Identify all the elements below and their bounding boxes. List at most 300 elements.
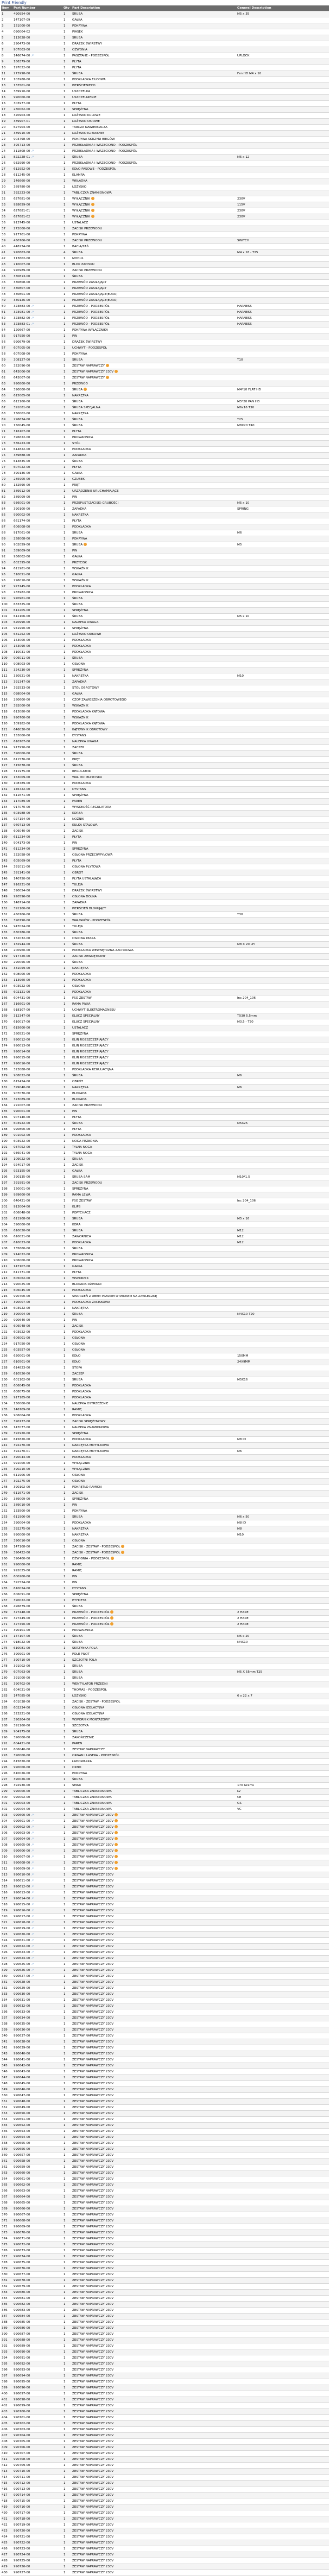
replacement-arrow-icon[interactable]: ↗ [31,1831,34,1835]
part-number-text[interactable]: 272000-00 [14,227,30,230]
part-number-cell[interactable] [13,1473,63,1479]
part-number-text[interactable]: 315678-00 [14,764,30,767]
part-number-cell[interactable] [13,333,63,339]
part-number-cell[interactable] [13,1383,63,1389]
part-number-text[interactable]: 990669-00 [14,2225,30,2228]
part-number-cell[interactable] [13,888,63,894]
part-number-text[interactable]: 390400-00 [14,1557,30,1560]
part-number-text[interactable]: 990600-00 [14,1814,30,1817]
part-number-text[interactable]: 152032-00 [14,937,30,940]
part-number-cell[interactable] [13,1675,63,1681]
part-number-cell[interactable] [13,1902,63,1908]
info-note-icon[interactable] [115,1837,118,1840]
part-number-text[interactable]: 182944-00 [14,943,30,946]
part-number-cell[interactable] [13,172,63,178]
part-number-text[interactable]: 448234-00 [14,245,30,248]
part-number-text[interactable]: 133500-00 [14,1509,30,1513]
part-number-text[interactable]: 990691-00 [14,2356,30,2360]
part-number-text[interactable]: 610707-00 [14,740,30,743]
part-number-text[interactable]: 146709-00 [14,1408,30,1411]
part-number-text[interactable]: 390135-00 [14,1175,30,1179]
part-number-cell[interactable] [13,667,63,673]
part-number-text[interactable]: 607005-00 [14,346,30,350]
part-number-text[interactable]: 150045-00 [14,424,30,427]
part-number-text[interactable]: 990672-00 [14,2243,30,2246]
part-number-text[interactable]: 607022-00 [14,466,30,469]
part-number-cell[interactable] [13,23,63,29]
part-number-cell[interactable] [13,2510,63,2516]
part-number-cell[interactable] [13,602,63,608]
part-number-cell[interactable] [13,912,63,918]
part-number-text[interactable]: 450706-00 [14,913,30,916]
part-number-cell[interactable] [13,2027,63,2033]
replacement-arrow-icon[interactable]: ↗ [31,1962,34,1966]
replacement-arrow-icon[interactable]: ↗ [31,1849,34,1853]
part-number-cell[interactable] [13,1795,63,1801]
part-number-cell[interactable] [13,83,63,89]
part-number-cell[interactable] [13,2153,63,2159]
part-number-text[interactable]: 990689-00 [14,2344,30,2348]
part-number-text[interactable]: 630786-00 [14,931,30,934]
part-number-cell[interactable] [13,1073,63,1079]
part-number-cell[interactable] [13,823,63,828]
part-number-text[interactable]: 990653-00 [14,2130,30,2133]
part-number-text[interactable]: 605069-00 [14,859,30,863]
part-number-cell[interactable] [13,226,63,232]
part-number-text[interactable]: 390000-00 [14,1223,30,1226]
part-number-text[interactable]: 990706-00 [14,2446,30,2449]
part-number-text[interactable]: 990638-00 [14,2040,30,2044]
replacement-arrow-icon[interactable]: ↗ [31,149,34,153]
part-number-text[interactable]: 904173-00 [14,841,30,845]
part-number-text[interactable]: 917701-00 [14,233,30,236]
part-number-cell[interactable] [13,1485,63,1491]
part-number-cell[interactable] [13,1270,63,1276]
part-number-text[interactable]: 600200-00 [14,1575,30,1578]
part-number-cell[interactable] [13,608,63,614]
part-number-text[interactable]: 990719-00 [14,2523,30,2527]
part-number-cell[interactable] [13,393,63,399]
part-number-cell[interactable] [13,357,63,363]
part-number-text[interactable]: 990671-00 [14,2237,30,2240]
part-number-cell[interactable] [13,2045,63,2051]
part-number-cell[interactable] [13,506,63,512]
part-number-cell[interactable] [13,2099,63,2105]
part-number-text[interactable]: 391081-00 [14,406,30,409]
part-number-text[interactable]: 389780-00 [14,185,30,189]
part-number-text[interactable]: 990655-00 [14,2142,30,2145]
part-number-text[interactable]: 990722-00 [14,2541,30,2545]
part-number-text[interactable]: 389009-00 [14,496,30,499]
part-number-text[interactable]: 322096-00 [14,364,30,368]
part-number-text[interactable]: 990711-00 [14,2476,30,2479]
part-number-cell[interactable] [13,1157,63,1162]
part-number-text[interactable]: 990657-00 [14,2154,30,2157]
part-number-text[interactable]: 390004-00 [14,1521,30,1525]
part-number-text[interactable]: 611234-00 [14,847,30,851]
part-number-cell[interactable] [13,703,63,709]
part-number-cell[interactable] [13,214,63,220]
part-number-text[interactable]: 390000-00 [14,1736,30,1739]
part-number-text[interactable]: 990625-00 [14,1963,30,1966]
part-number-text[interactable]: 990677-00 [14,2273,30,2276]
part-number-cell[interactable] [13,1186,63,1192]
part-number-cell[interactable] [13,1807,63,1813]
part-number-cell[interactable] [13,2534,63,2540]
part-number-text[interactable]: 103988-00 [14,78,30,81]
part-number-text[interactable]: 920961-00 [14,597,30,600]
part-number-text[interactable]: 147085-00 [14,1694,30,1698]
part-number-text[interactable]: 310051-00 [14,573,30,576]
part-number-cell[interactable] [13,2218,63,2224]
part-number-text[interactable]: 280600-00 [14,698,30,702]
part-number-text[interactable]: 990627-00 [14,1975,30,1978]
part-number-cell[interactable] [13,262,63,268]
part-number-cell[interactable] [13,322,63,327]
part-number-cell[interactable] [13,2069,63,2075]
part-number-cell[interactable] [13,751,63,757]
part-number-cell[interactable] [13,1777,63,1783]
part-number-text[interactable]: 990709-00 [14,2464,30,2467]
part-number-text[interactable]: 392930-00 [14,1784,30,1787]
part-number-cell[interactable] [13,948,63,954]
part-number-cell[interactable] [13,2326,63,2331]
part-number-text[interactable]: 390204-00 [14,1718,30,1721]
part-number-text[interactable]: 147077-00 [14,1426,30,1429]
part-number-cell[interactable] [13,339,63,345]
part-number-cell[interactable] [13,1407,63,1413]
part-number-text[interactable]: 323981-00 [14,311,30,314]
part-number-cell[interactable] [13,1055,63,1061]
part-number-cell[interactable] [13,2552,63,2558]
part-number-text[interactable]: 391002-00 [14,1665,30,1668]
part-number-text[interactable]: 390007-00 [14,1301,30,1304]
part-number-text[interactable]: 610020-00 [14,1229,30,1232]
part-number-text[interactable]: 613080-00 [14,710,30,714]
part-number-cell[interactable] [13,2308,63,2314]
part-number-text[interactable]: 990710-00 [14,2470,30,2473]
part-number-cell[interactable] [13,2212,63,2218]
part-number-text[interactable]: 990649-00 [14,2106,30,2109]
part-number-text[interactable]: 612952-00 [14,168,30,171]
part-number-text[interactable]: 914022-00 [14,1253,30,1256]
part-number-cell[interactable] [13,1318,63,1324]
part-number-cell[interactable] [13,423,63,429]
part-number-text[interactable]: 990716-00 [14,2506,30,2509]
replacement-arrow-icon[interactable]: ↗ [31,1903,34,1906]
part-number-text[interactable]: 200960-00 [14,949,30,952]
part-number-text[interactable]: 631252-00 [14,633,30,636]
part-number-cell[interactable] [13,1306,63,1312]
part-number-cell[interactable] [13,2057,63,2063]
part-number-text[interactable]: 990614-00 [14,1897,30,1900]
part-number-cell[interactable] [13,417,63,423]
part-number-cell[interactable] [13,119,63,125]
part-number-text[interactable]: 990645-00 [14,2082,30,2085]
part-number-text[interactable]: 990000-00 [14,1766,30,1769]
info-note-icon[interactable] [111,1557,114,1560]
part-number-text[interactable]: 392275-00 [14,1527,30,1531]
part-number-cell[interactable] [13,1592,63,1598]
part-number-cell[interactable] [13,1866,63,1872]
part-number-text[interactable]: 917950-00 [14,746,30,749]
part-number-cell[interactable] [13,1878,63,1884]
part-number-cell[interactable] [13,327,63,333]
part-number-text[interactable]: 197022-00 [14,66,30,69]
part-number-cell[interactable] [13,954,63,960]
part-number-cell[interactable] [13,1168,63,1174]
part-number-text[interactable]: 608000-00 [14,973,30,976]
part-number-cell[interactable] [13,1324,63,1329]
part-number-text[interactable]: 633325-00 [14,603,30,606]
part-number-cell[interactable] [13,1234,63,1240]
part-number-cell[interactable] [13,11,63,17]
part-number-text[interactable]: 151000-00 [14,24,30,28]
part-number-cell[interactable] [13,375,63,381]
part-number-cell[interactable] [13,2087,63,2093]
part-number-cell[interactable] [13,775,63,781]
part-number-text[interactable]: 908022-00 [14,1074,30,1077]
part-number-cell[interactable] [13,160,63,166]
part-number-cell[interactable] [13,2314,63,2320]
part-number-cell[interactable] [13,77,63,83]
info-note-icon[interactable] [106,364,109,367]
part-number-text[interactable]: 990679-00 [14,341,30,344]
part-number-cell[interactable] [13,852,63,858]
part-number-text[interactable]: 330801-00 [14,293,30,296]
part-number-cell[interactable] [13,1538,63,1544]
part-number-cell[interactable] [13,2439,63,2445]
part-number-cell[interactable] [13,310,63,316]
part-number-text[interactable]: 611671-00 [14,1492,30,1495]
info-note-icon[interactable] [91,203,94,206]
part-number-cell[interactable] [13,441,63,447]
part-number-text[interactable]: 109182-00 [14,722,30,725]
part-number-text[interactable]: 120667-00 [14,329,30,332]
part-number-text[interactable]: 610501-00 [14,1360,30,1364]
part-number-text[interactable]: 924017-00 [14,1164,30,1167]
part-number-cell[interactable] [13,834,63,840]
part-number-cell[interactable] [13,238,63,244]
part-number-cell[interactable] [13,1007,63,1013]
part-number-text[interactable]: 606040-00 [14,1748,30,1751]
part-number-cell[interactable] [13,763,63,769]
part-number-text[interactable]: 389912-00 [14,490,30,493]
part-number-cell[interactable] [13,1574,63,1580]
part-number-cell[interactable] [13,369,63,375]
part-number-text[interactable]: 990651-00 [14,2118,30,2121]
part-number-text[interactable]: 990623-00 [14,1951,30,1954]
part-number-text[interactable]: 606045-00 [14,1384,30,1387]
part-number-cell[interactable] [13,125,63,131]
part-number-text[interactable]: 990670-00 [14,2231,30,2234]
part-number-cell[interactable] [13,1932,63,1938]
part-number-text[interactable]: 323088-00 [14,1068,30,1071]
part-number-cell[interactable] [13,2397,63,2403]
part-number-text[interactable]: 990003-00 [14,1802,30,1805]
part-number-text[interactable]: 316601-00 [14,1003,30,1006]
part-number-cell[interactable] [13,2385,63,2391]
part-number-cell[interactable] [13,2475,63,2481]
part-number-text[interactable]: 140750-00 [14,877,30,881]
part-number-cell[interactable] [13,2373,63,2379]
part-number-cell[interactable] [13,2320,63,2326]
part-number-text[interactable]: 990605-00 [14,1843,30,1847]
part-number-text[interactable]: 990606-00 [14,1849,30,1853]
part-number-text[interactable]: 990608-00 [14,1861,30,1865]
part-number-cell[interactable] [13,1252,63,1258]
part-number-text[interactable]: 285900-00 [14,478,30,481]
part-number-text[interactable]: 280062-00 [14,108,30,111]
replacement-arrow-icon[interactable]: ↗ [31,1873,34,1877]
part-number-text[interactable]: 098004-00 [14,692,30,696]
part-number-cell[interactable] [13,2493,63,2498]
part-number-text[interactable]: 990717-00 [14,2511,30,2515]
part-number-text[interactable]: 390702-00 [14,1682,30,1686]
part-number-cell[interactable] [13,184,63,190]
part-number-cell[interactable] [13,178,63,184]
part-number-text[interactable]: 990698-00 [14,2398,30,2401]
part-number-cell[interactable] [13,1622,63,1628]
part-number-text[interactable]: 990721-00 [14,2535,30,2539]
part-number-text[interactable]: 990640-00 [14,1319,30,1322]
part-number-cell[interactable] [13,1771,63,1777]
part-number-cell[interactable] [13,1938,63,1944]
part-number-cell[interactable] [13,673,63,679]
part-number-text[interactable]: 918022-00 [14,1641,30,1644]
part-number-text[interactable]: 990673-00 [14,2249,30,2252]
part-number-text[interactable]: 324230-00 [14,669,30,672]
part-number-cell[interactable] [13,1019,63,1025]
part-number-text[interactable]: 990629-00 [14,1987,30,1990]
part-number-text[interactable]: 147107-00 [14,1635,30,1638]
part-number-cell[interactable] [13,1389,63,1395]
part-number-cell[interactable] [13,2415,63,2421]
part-number-cell[interactable] [13,1425,63,1431]
part-number-cell[interactable] [13,1801,63,1807]
part-number-text[interactable]: 396622-00 [14,436,30,439]
part-number-cell[interactable] [13,489,63,494]
part-number-cell[interactable] [13,566,63,572]
part-number-cell[interactable] [13,2188,63,2194]
part-number-cell[interactable] [13,1526,63,1532]
part-number-text[interactable]: 603922-00 [14,1122,30,1125]
part-number-cell[interactable] [13,745,63,751]
part-number-cell[interactable] [13,757,63,763]
part-number-cell[interactable] [13,2164,63,2170]
part-number-cell[interactable] [13,1699,63,1705]
part-number-cell[interactable] [13,1401,63,1407]
part-number-cell[interactable] [13,1681,63,1687]
part-number-cell[interactable] [13,2159,63,2164]
part-number-cell[interactable] [13,1479,63,1485]
part-number-text[interactable]: 391100-00 [14,907,30,910]
part-number-cell[interactable] [13,494,63,500]
replacement-arrow-icon[interactable]: ↗ [31,1909,34,1912]
part-number-text[interactable]: 920989-00 [14,269,30,272]
part-number-cell[interactable] [13,560,63,566]
part-number-cell[interactable] [13,1729,63,1735]
part-number-text[interactable]: 990700-00 [14,716,30,720]
part-number-cell[interactable] [13,29,63,35]
part-number-text[interactable]: 992025-00 [14,1569,30,1572]
part-number-cell[interactable] [13,2528,63,2534]
part-number-cell[interactable] [13,2558,63,2564]
part-number-text[interactable]: 991000-00 [14,1462,30,1465]
part-number-text[interactable]: 602395-00 [14,561,30,564]
part-number-cell[interactable] [13,632,63,638]
part-number-text[interactable]: 989600-00 [14,1193,30,1197]
part-number-text[interactable]: 113628-00 [14,36,30,40]
part-number-cell[interactable] [13,656,63,661]
info-note-icon[interactable] [106,376,109,379]
replacement-arrow-icon[interactable]: ↗ [31,1915,34,1918]
part-number-cell[interactable] [13,1926,63,1932]
part-number-text[interactable]: 380521-00 [14,1032,30,1036]
part-number-cell[interactable] [13,453,63,459]
part-number-cell[interactable] [13,2194,63,2200]
part-number-cell[interactable] [13,2272,63,2278]
part-number-text[interactable]: 392223-00 [14,191,30,195]
part-number-cell[interactable] [13,2224,63,2230]
replacement-arrow-icon[interactable]: ↗ [31,1932,34,1936]
part-number-text[interactable]: 291007-00 [14,1104,30,1107]
part-number-text[interactable]: 990616-00 [14,1909,30,1912]
part-number-text[interactable]: 323221-00 [14,1712,30,1716]
info-note-icon[interactable] [110,1610,113,1614]
part-number-text[interactable]: 990004-00 [14,1808,30,1811]
info-note-icon[interactable] [115,1819,118,1822]
part-number-cell[interactable] [13,727,63,733]
part-number-text[interactable]: 303977-00 [14,102,30,105]
part-number-cell[interactable] [13,1711,63,1717]
part-number-text[interactable]: 990658-00 [14,2160,30,2163]
part-number-text[interactable]: 990708-00 [14,2458,30,2461]
replacement-arrow-icon[interactable]: ↗ [31,54,34,57]
part-number-text[interactable]: 990665-00 [14,2201,30,2205]
part-number-text[interactable]: 990620-00 [14,1933,30,1936]
part-number-cell[interactable] [13,900,63,906]
part-number-text[interactable]: 608075-00 [14,1390,30,1393]
part-number-cell[interactable] [13,811,63,817]
part-number-cell[interactable] [13,35,63,41]
part-number-text[interactable]: 907070-00 [14,1092,30,1095]
part-number-cell[interactable] [13,1884,63,1890]
part-number-text[interactable]: 990659-00 [14,2166,30,2169]
part-number-text[interactable]: 611771-00 [14,1271,30,1274]
part-number-cell[interactable] [13,41,63,47]
part-number-cell[interactable] [13,1658,63,1663]
part-number-cell[interactable] [13,2105,63,2111]
part-number-text[interactable]: 990646-00 [14,2088,30,2091]
part-number-cell[interactable] [13,1765,63,1771]
part-number-cell[interactable] [13,1103,63,1109]
part-number-text[interactable]: 330921-00 [14,674,30,678]
part-number-cell[interactable] [13,1198,63,1204]
part-number-cell[interactable] [13,381,63,387]
part-number-cell[interactable] [13,2123,63,2129]
part-number-text[interactable]: 390137-00 [14,1420,30,1423]
part-number-cell[interactable] [13,1204,63,1210]
part-number-text[interactable]: 923145-00 [14,585,30,588]
part-number-cell[interactable] [13,1968,63,1974]
part-number-cell[interactable] [13,966,63,972]
part-number-cell[interactable] [13,1747,63,1753]
replacement-arrow-icon[interactable]: ↗ [31,1974,34,1978]
part-number-text[interactable]: 907003-00 [14,48,30,52]
part-number-text[interactable]: 990661-00 [14,2177,30,2181]
part-number-cell[interactable] [13,1634,63,1640]
